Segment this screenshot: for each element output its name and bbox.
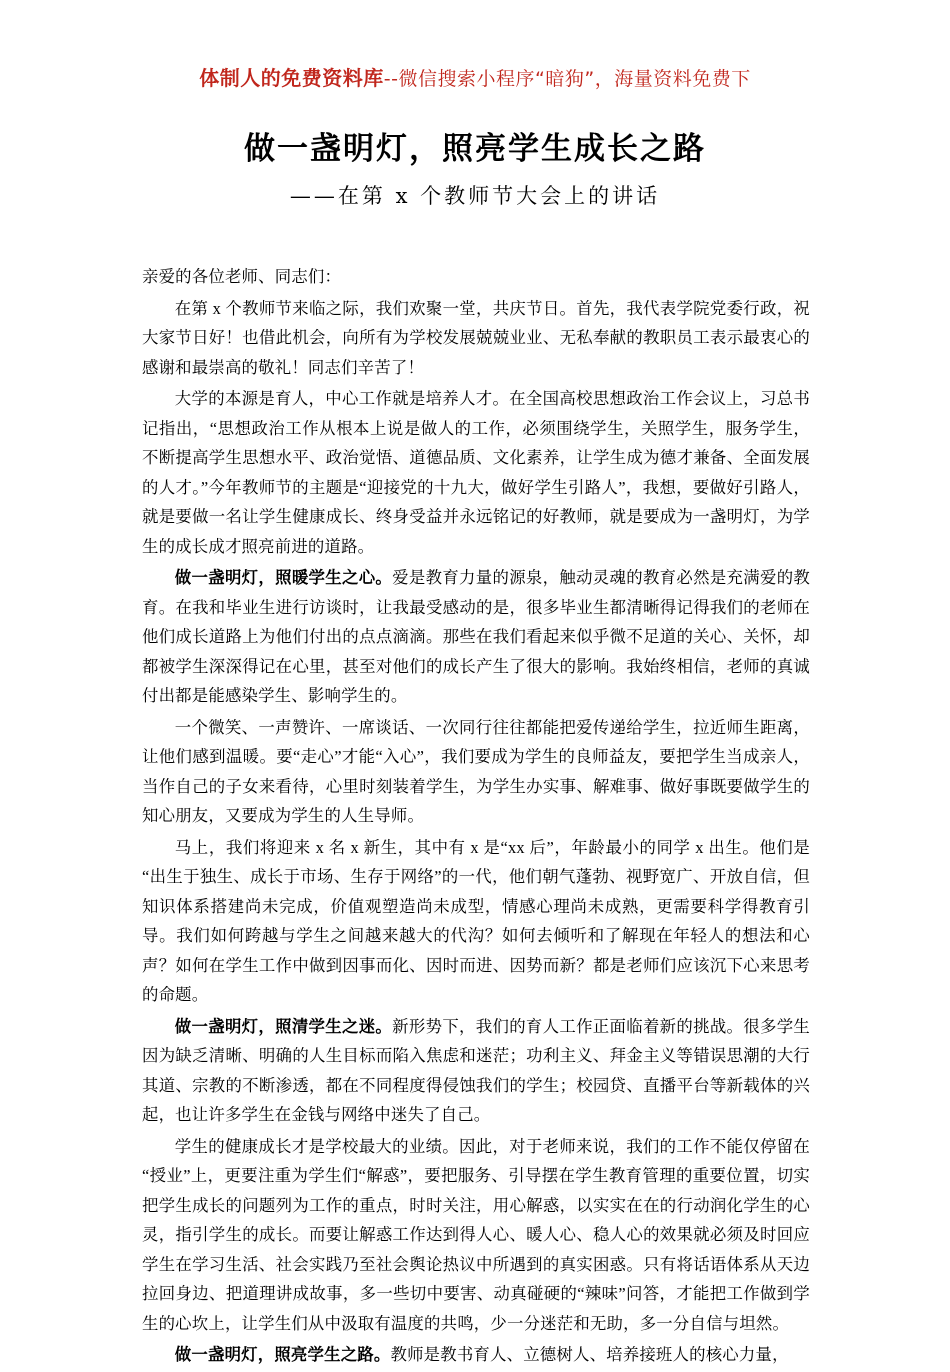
paragraph-3-rest: 爱是教育力量的源泉，触动灵魂的教育必然是充满爱的教育。在我和毕业生进行访谈时，让我最受感动的是，很多毕业生都清晰得记得我们的老师在他们成长道路上为他们付出的点点滴滴。那些在我们看起来似乎微不足道的关心、关怀，却都被学生深深得记在心里，甚至对他们的成长产生了很大的影响。我始终相信，老师的真诚付出都是能感染学生、影响学生的。 [142,568,811,705]
paragraph-3 [142,563,810,711]
paragraph-2: 大学的本源是育人，中心工作就是培养人才。在全国高校思想政治工作会议上，习总书记指出，“思想政治工作从根本上说是做人的工作，必须围绕学生，关照学生，服务学生，不断提高学生思想水平、政治觉悟、道德品质、文化素养，让学生成为德才兼备、全面发展的人才。”今年教师节的主题是“迎接党的十九大，做好学生引路人”，我想，要做好引路人，就是要做一名让学生健康成长、终身受益并永远铭记的好教师，就是要成为一盏明灯，为学生的成长成才照亮前进的道路。 [142,389,810,556]
paragraph-6 [142,1012,810,1130]
paragraph-5: 马上，我们将迎来 x 名 x 新生，其中有 x 是“xx 后”，年龄最小的同学 x 出生。他们是“出生于独生、成长于市场、生存于网络”的一代，他们朝气蓬勃、视野宽广、开放自信，但知识体系搭建尚未完成，价值观塑造尚未成型，情感心理尚未成熟，更需要科学得教育引导。我们如何跨越与学生之间越来越大的代沟？如何去倾听和了解现在年轻人的想法和心声？如何在学生工作中做到因事而化、因时而进、因势而新？都是老师们应该沉下心来思考的命题。 [142,837,810,1004]
lead-phrase-3: 做一盏明灯，照亮学生之路。 [174,1345,391,1364]
paragraph-4: 一个微笑、一声赞许、一席谈话、一次同行往往都能把爱传递给学生，拉近师生距离，让他们感到温暖。要“走心”才能“入心”，我们要成为学生的良师益友，要把学生当成亲人，当作自己的子女来看待，心里时刻装着学生，为学生办实事、解难事、做好事既要做学生的知心朋友，又要成为学生的人生导师。 [142,717,810,825]
watermark-banner [0,62,950,91]
paragraph-8 [142,1340,810,1370]
salutation: 亲爱的各位老师、同志们： [142,267,342,286]
paragraph-1: 在第 x 个教师节来临之际，我们欢聚一堂，共庆节日。首先，我代表学院党委行政，祝大家节日好！也借此机会，向所有为学校发展兢兢业业、无私奉献的教职员工表示最衷心的感谢和最崇高的敬礼！同志们辛苦了！ [142,298,810,377]
lead-phrase-2: 做一盏明灯，照清学生之迷。 [174,1016,393,1036]
paragraph-7: 学生的健康成长才是学校最大的业绩。因此，对于老师来说，我们的工作不能仅停留在“授业”上，更要注重为学生们“解惑”，要把服务、引导摆在学生教育管理的重要位置，切实把学生成长的问题列为工作的重点，时时关注，用心解惑，以实实在在的行动润化学生的心灵，指引学生的成长。而要让解惑工作达到得人心、暖人心、稳人心的效果就必须及时回应学生在学习生活、社会实践乃至社会舆论热议中所遇到的真实困惑。只有将话语体系从天边拉回身边、把道理讲成故事，多一些切中要害、动真碰硬的“辣味”问答，才能把工作做到学生的心坎上，让学生们从中汲取有温度的共鸣，少一分迷茫和无助，多一分自信与坦然。 [142,1136,810,1333]
paragraph-8-rest: 教师是教书育人、立德树人、培养接班人的核心力量， [390,1345,789,1364]
page-subtitle: ——在第 x 个教师节大会上的讲话 [289,184,661,208]
watermark-rest-text: --微信搜索小程序“暗狗”，海量资料免费下 [383,68,751,90]
paragraph-6-rest: 新形势下，我们的育人工作正面临着新的挑战。很多学生因为缺乏清晰、明确的人生目标而陷入焦虑和迷茫；功利主义、拜金主义等错误思潮的大行其道、宗教的不断渗透，都在不同程度得侵蚀我们的学生；校园贷、直播平台等新载体的兴起，也让许多学生在金钱与网络中迷失了自己。 [142,1016,811,1124]
watermark-strong-text: 体制人的免费资料库 [199,66,384,90]
page-title: 做一盏明灯，照亮学生成长之路 [244,131,706,167]
document-body [142,262,810,1372]
lead-phrase-1: 做一盏明灯，照暖学生之心。 [174,568,393,587]
